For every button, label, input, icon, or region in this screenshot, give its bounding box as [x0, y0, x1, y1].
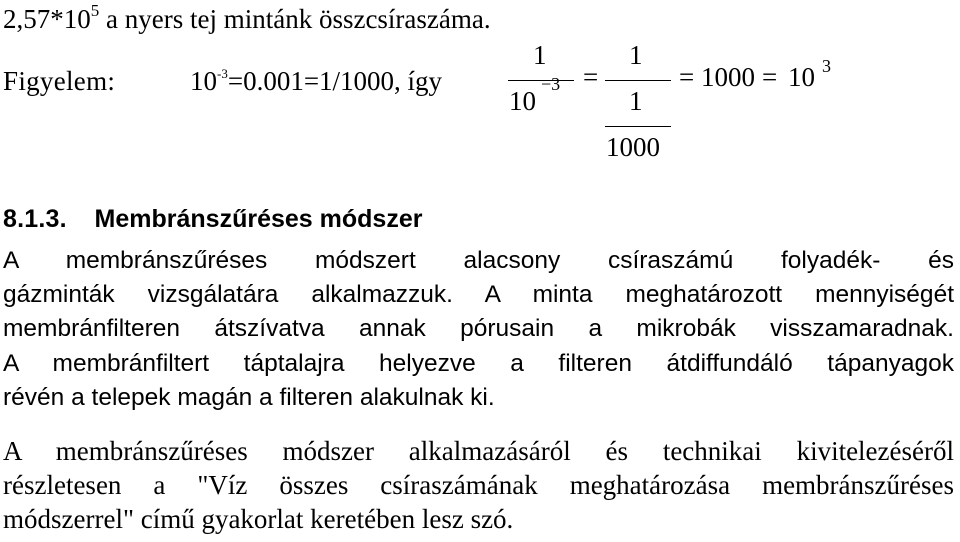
- frac1-denominator-base: 10: [509, 86, 536, 116]
- frac2-bar: [605, 80, 671, 81]
- equals-1: =: [583, 62, 599, 92]
- equals-3: =: [762, 62, 778, 92]
- frac1-numerator: 1: [533, 40, 547, 70]
- paragraph-2: [3, 434, 954, 536]
- frac2-inner-numerator: 1: [629, 86, 643, 116]
- intro-exponent: 5: [90, 1, 100, 20]
- intro-prefix: 2,57*10: [3, 4, 91, 34]
- paragraph-1-line: A membránszűréses módszert alacsony csíraszámú folyadék- és: [3, 247, 954, 274]
- frac2-inner-denominator: 1000: [606, 132, 660, 162]
- note-label: Figyelem:: [3, 66, 116, 96]
- final-base: 10: [788, 62, 815, 92]
- note-rest: =0.001=1/1000, így: [227, 66, 443, 96]
- section-heading: [3, 203, 422, 235]
- frac2-numerator: 1: [629, 40, 643, 70]
- note-base: 10: [190, 66, 217, 96]
- paragraph-2-line: A membránszűréses módszer alkalmazásáról és technikai kivitelezéséről: [3, 436, 954, 466]
- section-number: 8.1.3.: [3, 205, 67, 233]
- note-neg-exp: -3: [217, 66, 228, 81]
- paragraph-2-line: részletesen a "Víz összes csíraszámának meghatározása membránszűréses: [3, 470, 954, 500]
- equals-2: =: [679, 62, 695, 92]
- frac2-inner-bar: [605, 126, 671, 127]
- paragraph-1-line: révén a telepek magán a filteren alakulnak ki.: [3, 383, 495, 411]
- paragraph-1-line: A membránfiltert táptalajra helyezve a filteren átdiffundáló tápanyagok: [3, 349, 954, 377]
- section-title: Membránszűréses módszer: [94, 205, 423, 233]
- intro-line: [3, 2, 491, 40]
- paragraph-2-line: módszerrel" című gyakorlat keretében lesz szó.: [3, 504, 514, 534]
- final-exp: 3: [822, 56, 831, 76]
- paragraph-1-line: membránfilteren átszívatva annak pórusain a mikrobák visszamaradnak.: [3, 315, 954, 343]
- note-text: [190, 64, 442, 103]
- value-1000: 1000: [701, 62, 755, 92]
- frac1-denominator-exp: −3: [541, 74, 561, 94]
- paragraph-1-line: gázminták vizsgálatára alkalmazzuk. A minta meghatározott mennyiségét: [3, 281, 954, 309]
- intro-suffix: a nyers tej mintánk összcsíraszáma.: [99, 4, 491, 34]
- paragraph-1: [3, 244, 954, 415]
